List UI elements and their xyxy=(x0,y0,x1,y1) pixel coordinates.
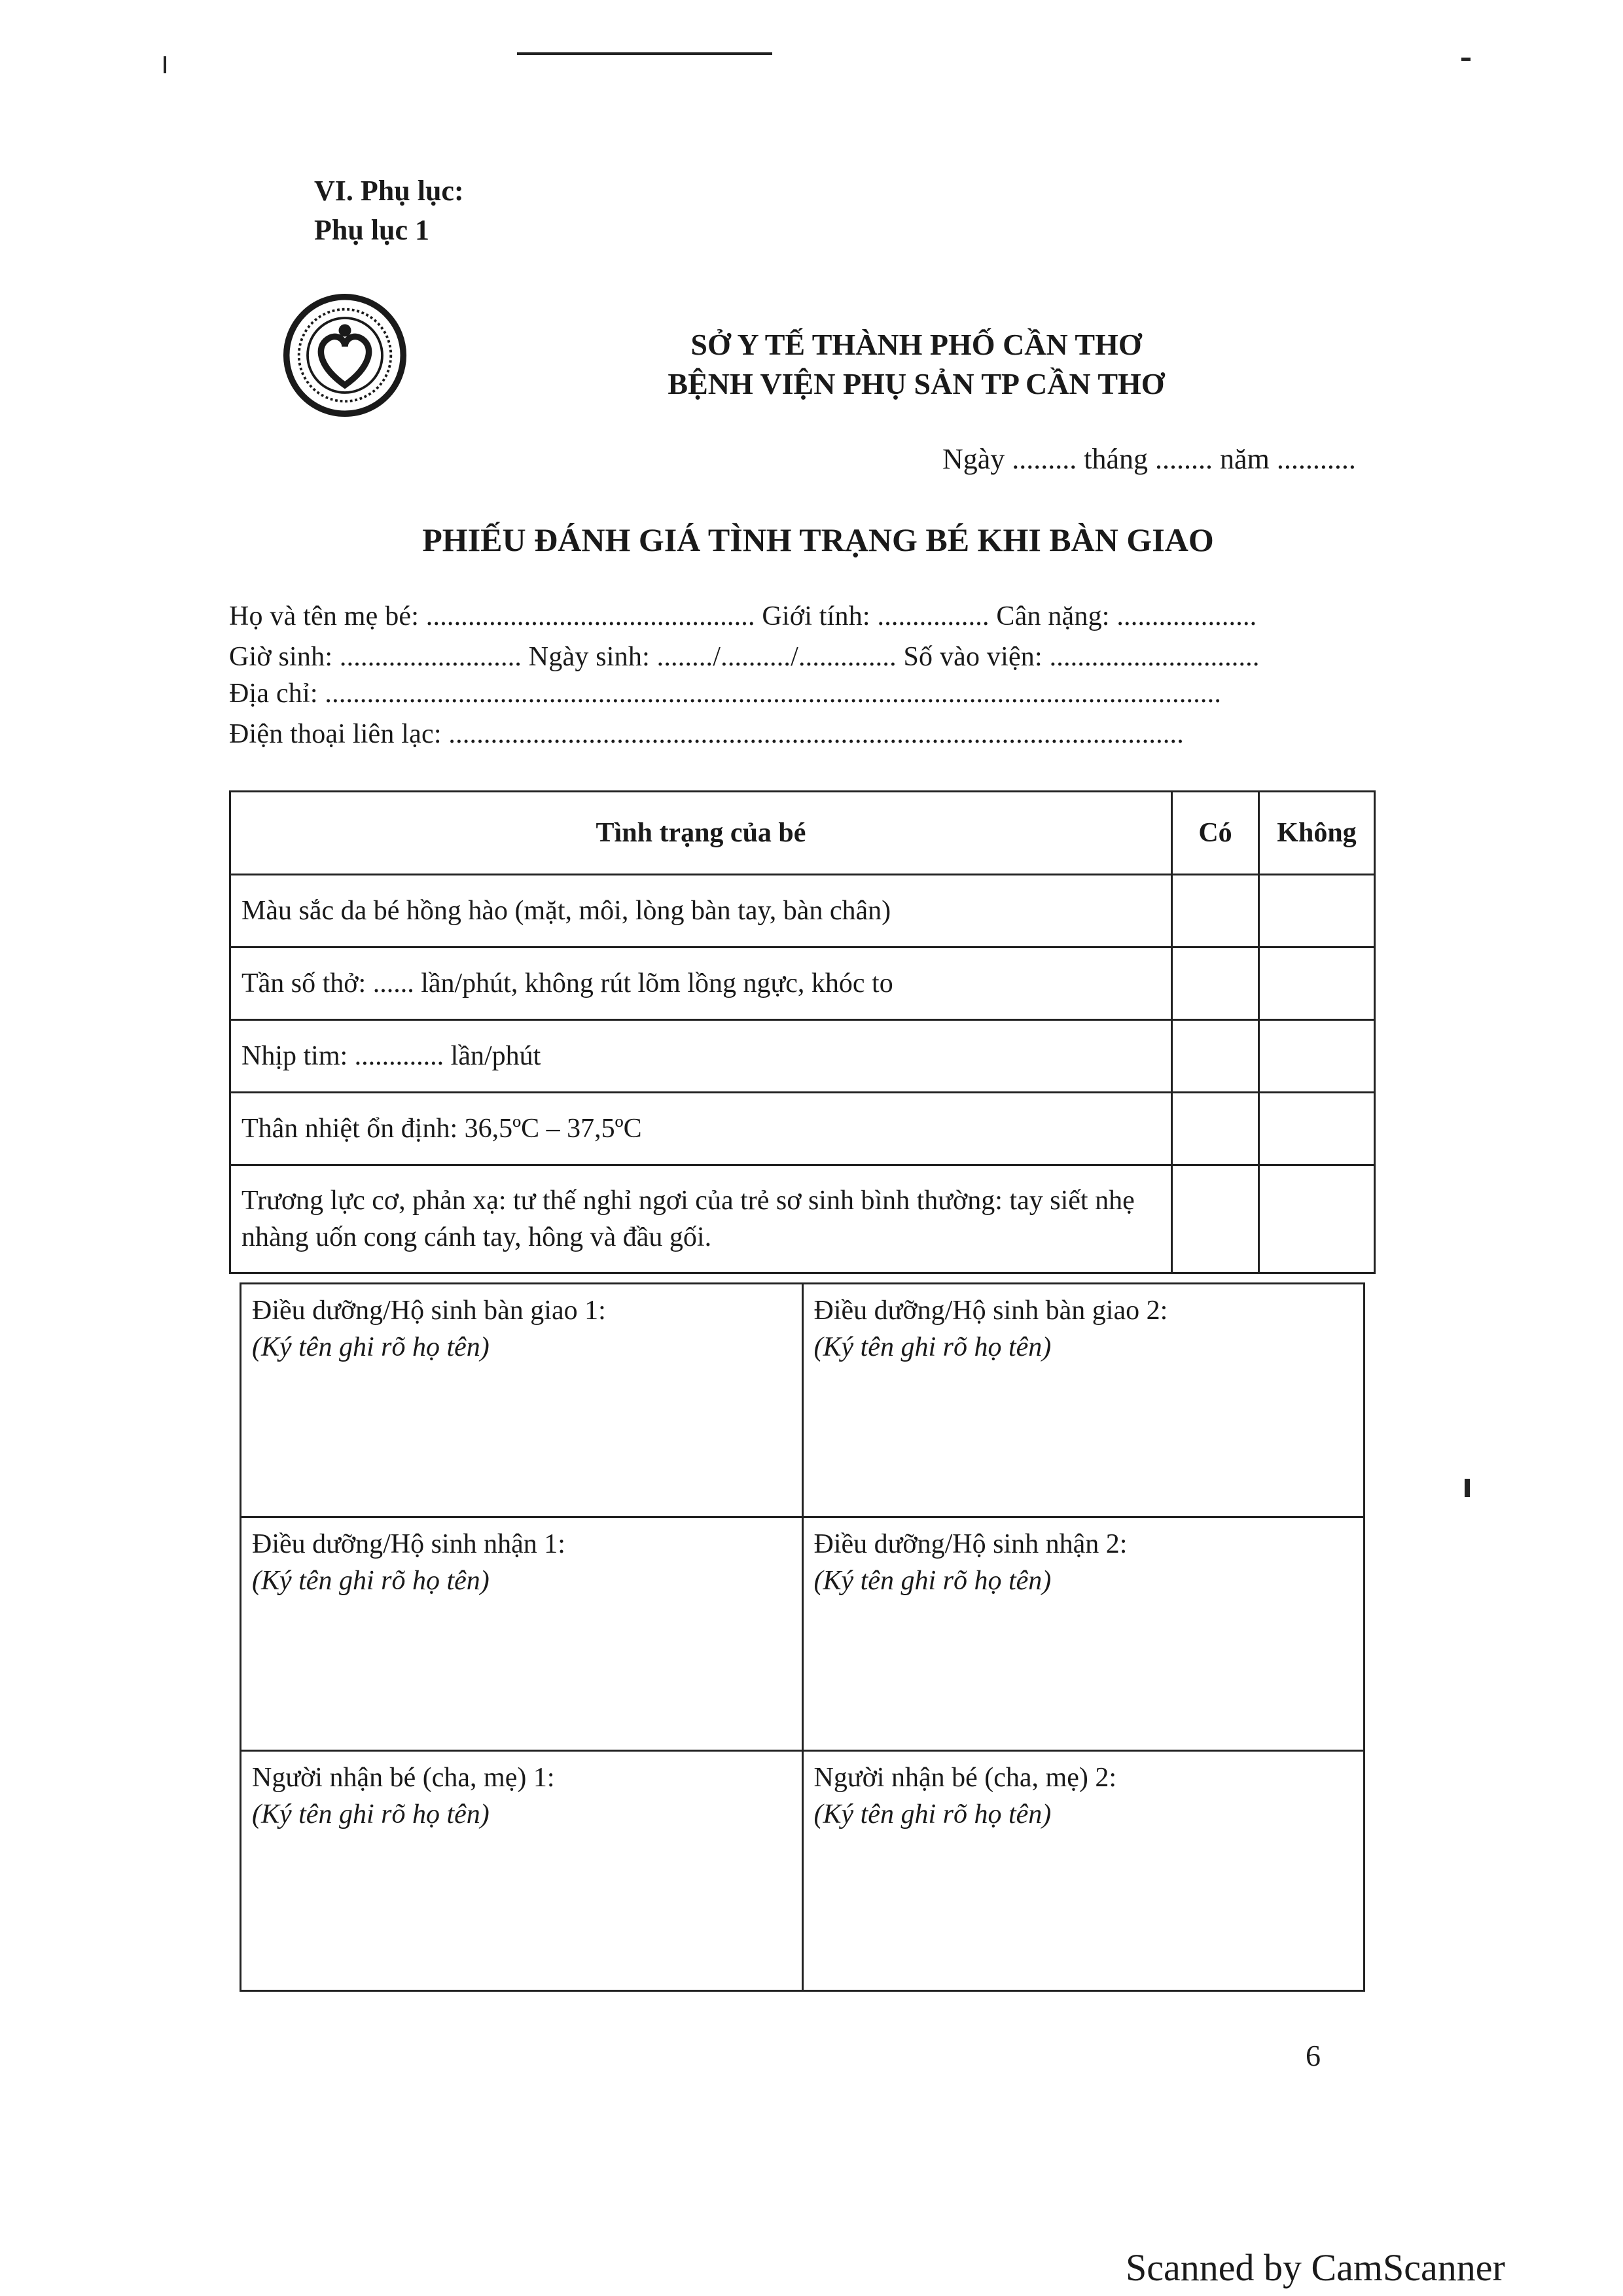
table-row xyxy=(230,1020,1375,1093)
checkbox-no[interactable] xyxy=(1259,1093,1375,1165)
signature-hint: (Ký tên ghi rõ họ tên) xyxy=(252,1799,490,1829)
field-address-line: Địa chỉ: ................................................................................................................................ xyxy=(229,679,1222,709)
header-condition: Tình trạng của bé xyxy=(230,792,1172,875)
table-row xyxy=(230,875,1375,947)
appendix-section: VI. Phụ lục: xyxy=(314,175,464,207)
signature-hint: (Ký tên ghi rõ họ tên) xyxy=(252,1332,490,1362)
signature-hint: (Ký tên ghi rõ họ tên) xyxy=(252,1566,490,1596)
scan-mark-right xyxy=(1461,58,1471,61)
scanner-watermark: Scanned by CamScanner xyxy=(1126,2246,1505,2289)
appendix-item: Phụ lục 1 xyxy=(314,214,430,246)
signature-hint: (Ký tên ghi rõ họ tên) xyxy=(813,1566,1052,1596)
scan-mark-side xyxy=(1465,1479,1470,1497)
header-no: Không xyxy=(1259,792,1375,875)
signature-role: Điều dưỡng/Hộ sinh bàn giao 2: xyxy=(813,1296,1168,1326)
checkbox-yes[interactable] xyxy=(1172,875,1259,947)
signature-role: Người nhận bé (cha, mẹ) 1: xyxy=(252,1763,555,1793)
form-title: PHIẾU ĐÁNH GIÁ TÌNH TRẠNG BÉ KHI BÀN GIAO xyxy=(422,521,1214,558)
scan-mark-left xyxy=(164,56,166,73)
checkbox-no[interactable] xyxy=(1259,1165,1375,1273)
signature-row xyxy=(241,1517,1364,1751)
signature-row xyxy=(241,1284,1364,1517)
checkbox-no[interactable] xyxy=(1259,875,1375,947)
signature-box-receive-1[interactable] xyxy=(241,1517,803,1751)
header-yes: Có xyxy=(1172,792,1259,875)
checkbox-no[interactable] xyxy=(1259,1020,1375,1093)
signature-box-receive-2[interactable] xyxy=(802,1517,1364,1751)
row-muscle-tone: Trương lực cơ, phản xạ: tư thế nghỉ ngơi của trẻ sơ sinh bình thường: tay siết nhẹ nhàng uốn cong cánh tay, hông và đầu gối. xyxy=(230,1165,1172,1273)
department-name: SỞ Y TẾ THÀNH PHỐ CẦN THƠ xyxy=(690,328,1142,361)
checkbox-yes[interactable] xyxy=(1172,1093,1259,1165)
signature-box-handover-2[interactable] xyxy=(802,1284,1364,1517)
checkbox-no[interactable] xyxy=(1259,947,1375,1020)
field-mother-name-line: Họ và tên mẹ bé: ............................................... Giới tính: ................ Cân nặng: .................... xyxy=(229,601,1257,631)
status-table xyxy=(229,790,1376,1274)
row-temperature: Thân nhiệt ổn định: 36,5ºC – 37,5ºC xyxy=(230,1093,1172,1165)
hospital-logo-icon xyxy=(283,293,407,417)
table-row xyxy=(230,947,1375,1020)
checkbox-yes[interactable] xyxy=(1172,1165,1259,1273)
field-birth-time-line: Giờ sinh: .......................... Ngày sinh: ......../........../.............. Số vào viện: .............................. xyxy=(229,642,1260,672)
signature-box-handover-1[interactable] xyxy=(241,1284,803,1517)
table-row xyxy=(230,1093,1375,1165)
field-phone-line: Điện thoại liên lạc: ......................................................................................................... xyxy=(229,719,1184,749)
checkbox-yes[interactable] xyxy=(1172,1020,1259,1093)
signature-box-parent-1[interactable] xyxy=(241,1751,803,1991)
signature-box-parent-2[interactable] xyxy=(802,1751,1364,1991)
row-breathing-rate: Tần số thở: ...... lần/phút, không rút lõm lồng ngực, khóc to xyxy=(230,947,1172,1020)
signature-table xyxy=(240,1282,1365,1992)
appendix-heading xyxy=(314,171,464,250)
table-row xyxy=(230,1165,1375,1273)
signature-role: Điều dưỡng/Hộ sinh nhận 1: xyxy=(252,1529,565,1559)
signature-role: Người nhận bé (cha, mẹ) 2: xyxy=(813,1763,1116,1793)
row-skin-color: Màu sắc da bé hồng hào (mặt, môi, lòng bàn tay, bàn chân) xyxy=(230,875,1172,947)
scan-mark-top xyxy=(517,52,772,55)
hospital-name: BỆNH VIỆN PHỤ SẢN TP CẦN THƠ xyxy=(668,367,1165,400)
signature-hint: (Ký tên ghi rõ họ tên) xyxy=(813,1332,1052,1362)
signature-row xyxy=(241,1751,1364,1991)
date-line: Ngày ......... tháng ........ năm ........... xyxy=(942,443,1356,475)
signature-hint: (Ký tên ghi rõ họ tên) xyxy=(813,1799,1052,1829)
checkbox-yes[interactable] xyxy=(1172,947,1259,1020)
status-table-header xyxy=(230,792,1375,875)
signature-role: Điều dưỡng/Hộ sinh nhận 2: xyxy=(813,1529,1128,1559)
signature-role: Điều dưỡng/Hộ sinh bàn giao 1: xyxy=(252,1296,606,1326)
row-heart-rate: Nhịp tim: ............. lần/phút xyxy=(230,1020,1172,1093)
page-number: 6 xyxy=(1306,2039,1321,2072)
